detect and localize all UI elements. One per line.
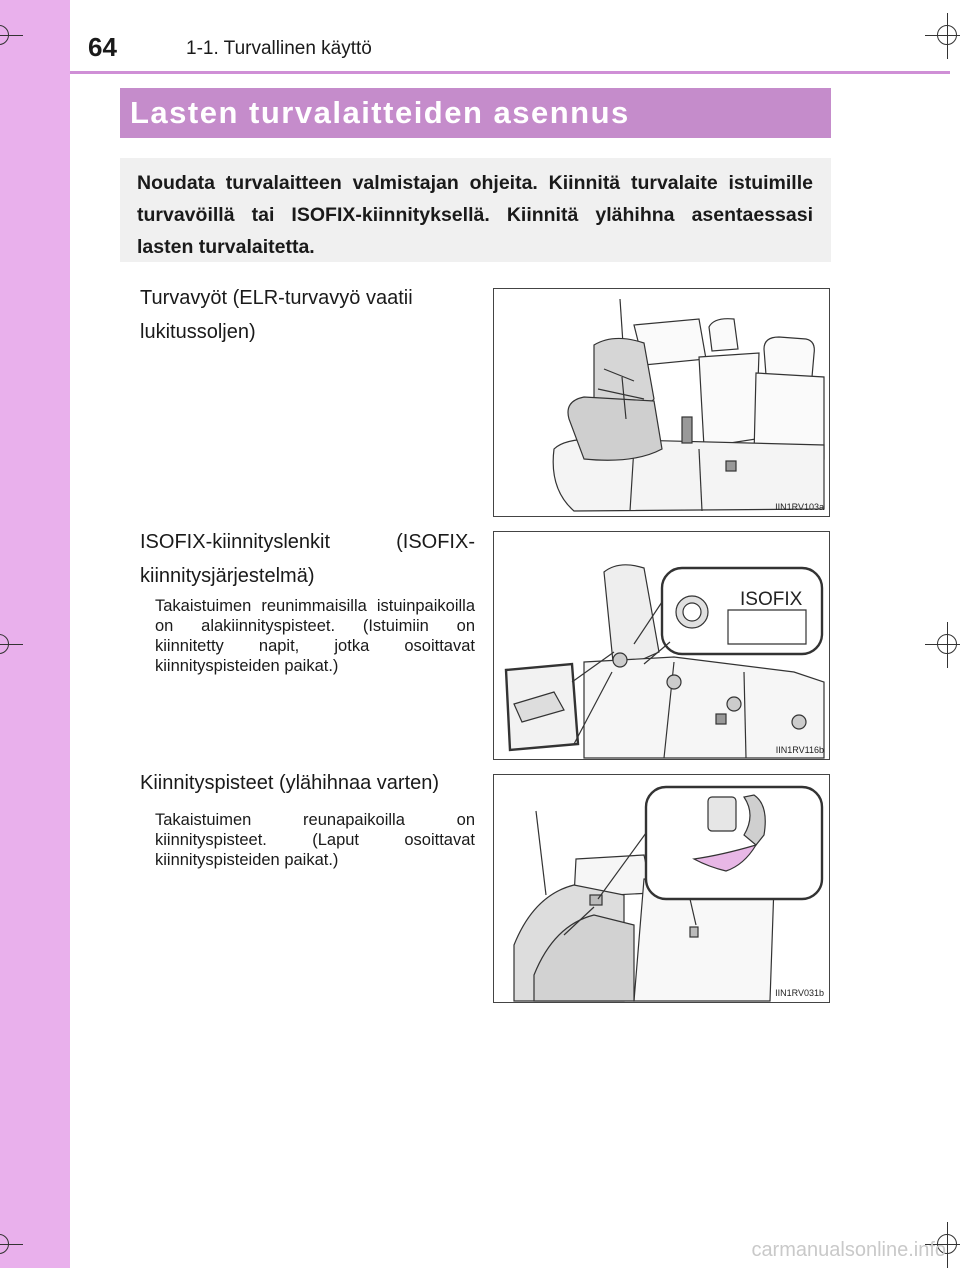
section-heading-tether: Kiinnityspisteet (ylähihnaa varten) [140,772,440,794]
seatbelt-illustration [494,289,829,516]
registration-mark-icon [0,13,23,59]
watermark: carmanualsonline.info [751,1239,946,1261]
intro-text: Noudata turvalaitteen valmistajan ohjeita. Kiinnitä turvalaite istuimille turvavöillä tai ISOFIX-kiinnityksellä. Kiinnitä ylähihna asentaessasi lasten turvalaitetta. [137,172,813,258]
registration-mark-icon [925,622,960,668]
figure-top-tether [493,774,830,1003]
registration-mark-icon [0,622,23,668]
header-rule [70,71,950,74]
figure-code: IIN1RV031b [775,988,824,998]
section-text-tether: Takaistuimen reunapaikoilla on kiinnityspisteet. (Laput osoittavat kiinnityspisteiden paikat.) [155,811,475,869]
chapter-title: 1-1. Turvallinen käyttö [186,38,372,59]
isofix-callout-label: ISOFIX [740,589,803,610]
intro-note [120,158,831,262]
figure-code: IIN1RV103a [775,502,824,512]
page-title: Lasten turvalaitteiden asennus [120,88,831,138]
isofix-illustration [494,532,829,759]
page-number: 64 [88,32,117,62]
section-heading-seatbelts: Turvavyöt (ELR-turvavyö vaatii lukitussoljen) [140,287,413,343]
figure-isofix [493,531,830,760]
section-heading-isofix: ISOFIX-kiinnityslenkit (ISOFIX-kiinnitysjärjestelmä) [140,531,475,587]
registration-mark-icon [0,1222,23,1268]
top-tether-illustration [494,775,829,1002]
figure-code: IIN1RV116b [775,745,824,755]
section-text-isofix: Takaistuimen reunimmaisilla istuinpaikoilla on alakiinnityspisteet. (Istuimiin on kiinnitetty napit, jotka osoittavat kiinnityspisteiden paikat.) [155,597,475,675]
registration-mark-icon [925,13,960,59]
figure-seatbelt-install [493,288,830,517]
